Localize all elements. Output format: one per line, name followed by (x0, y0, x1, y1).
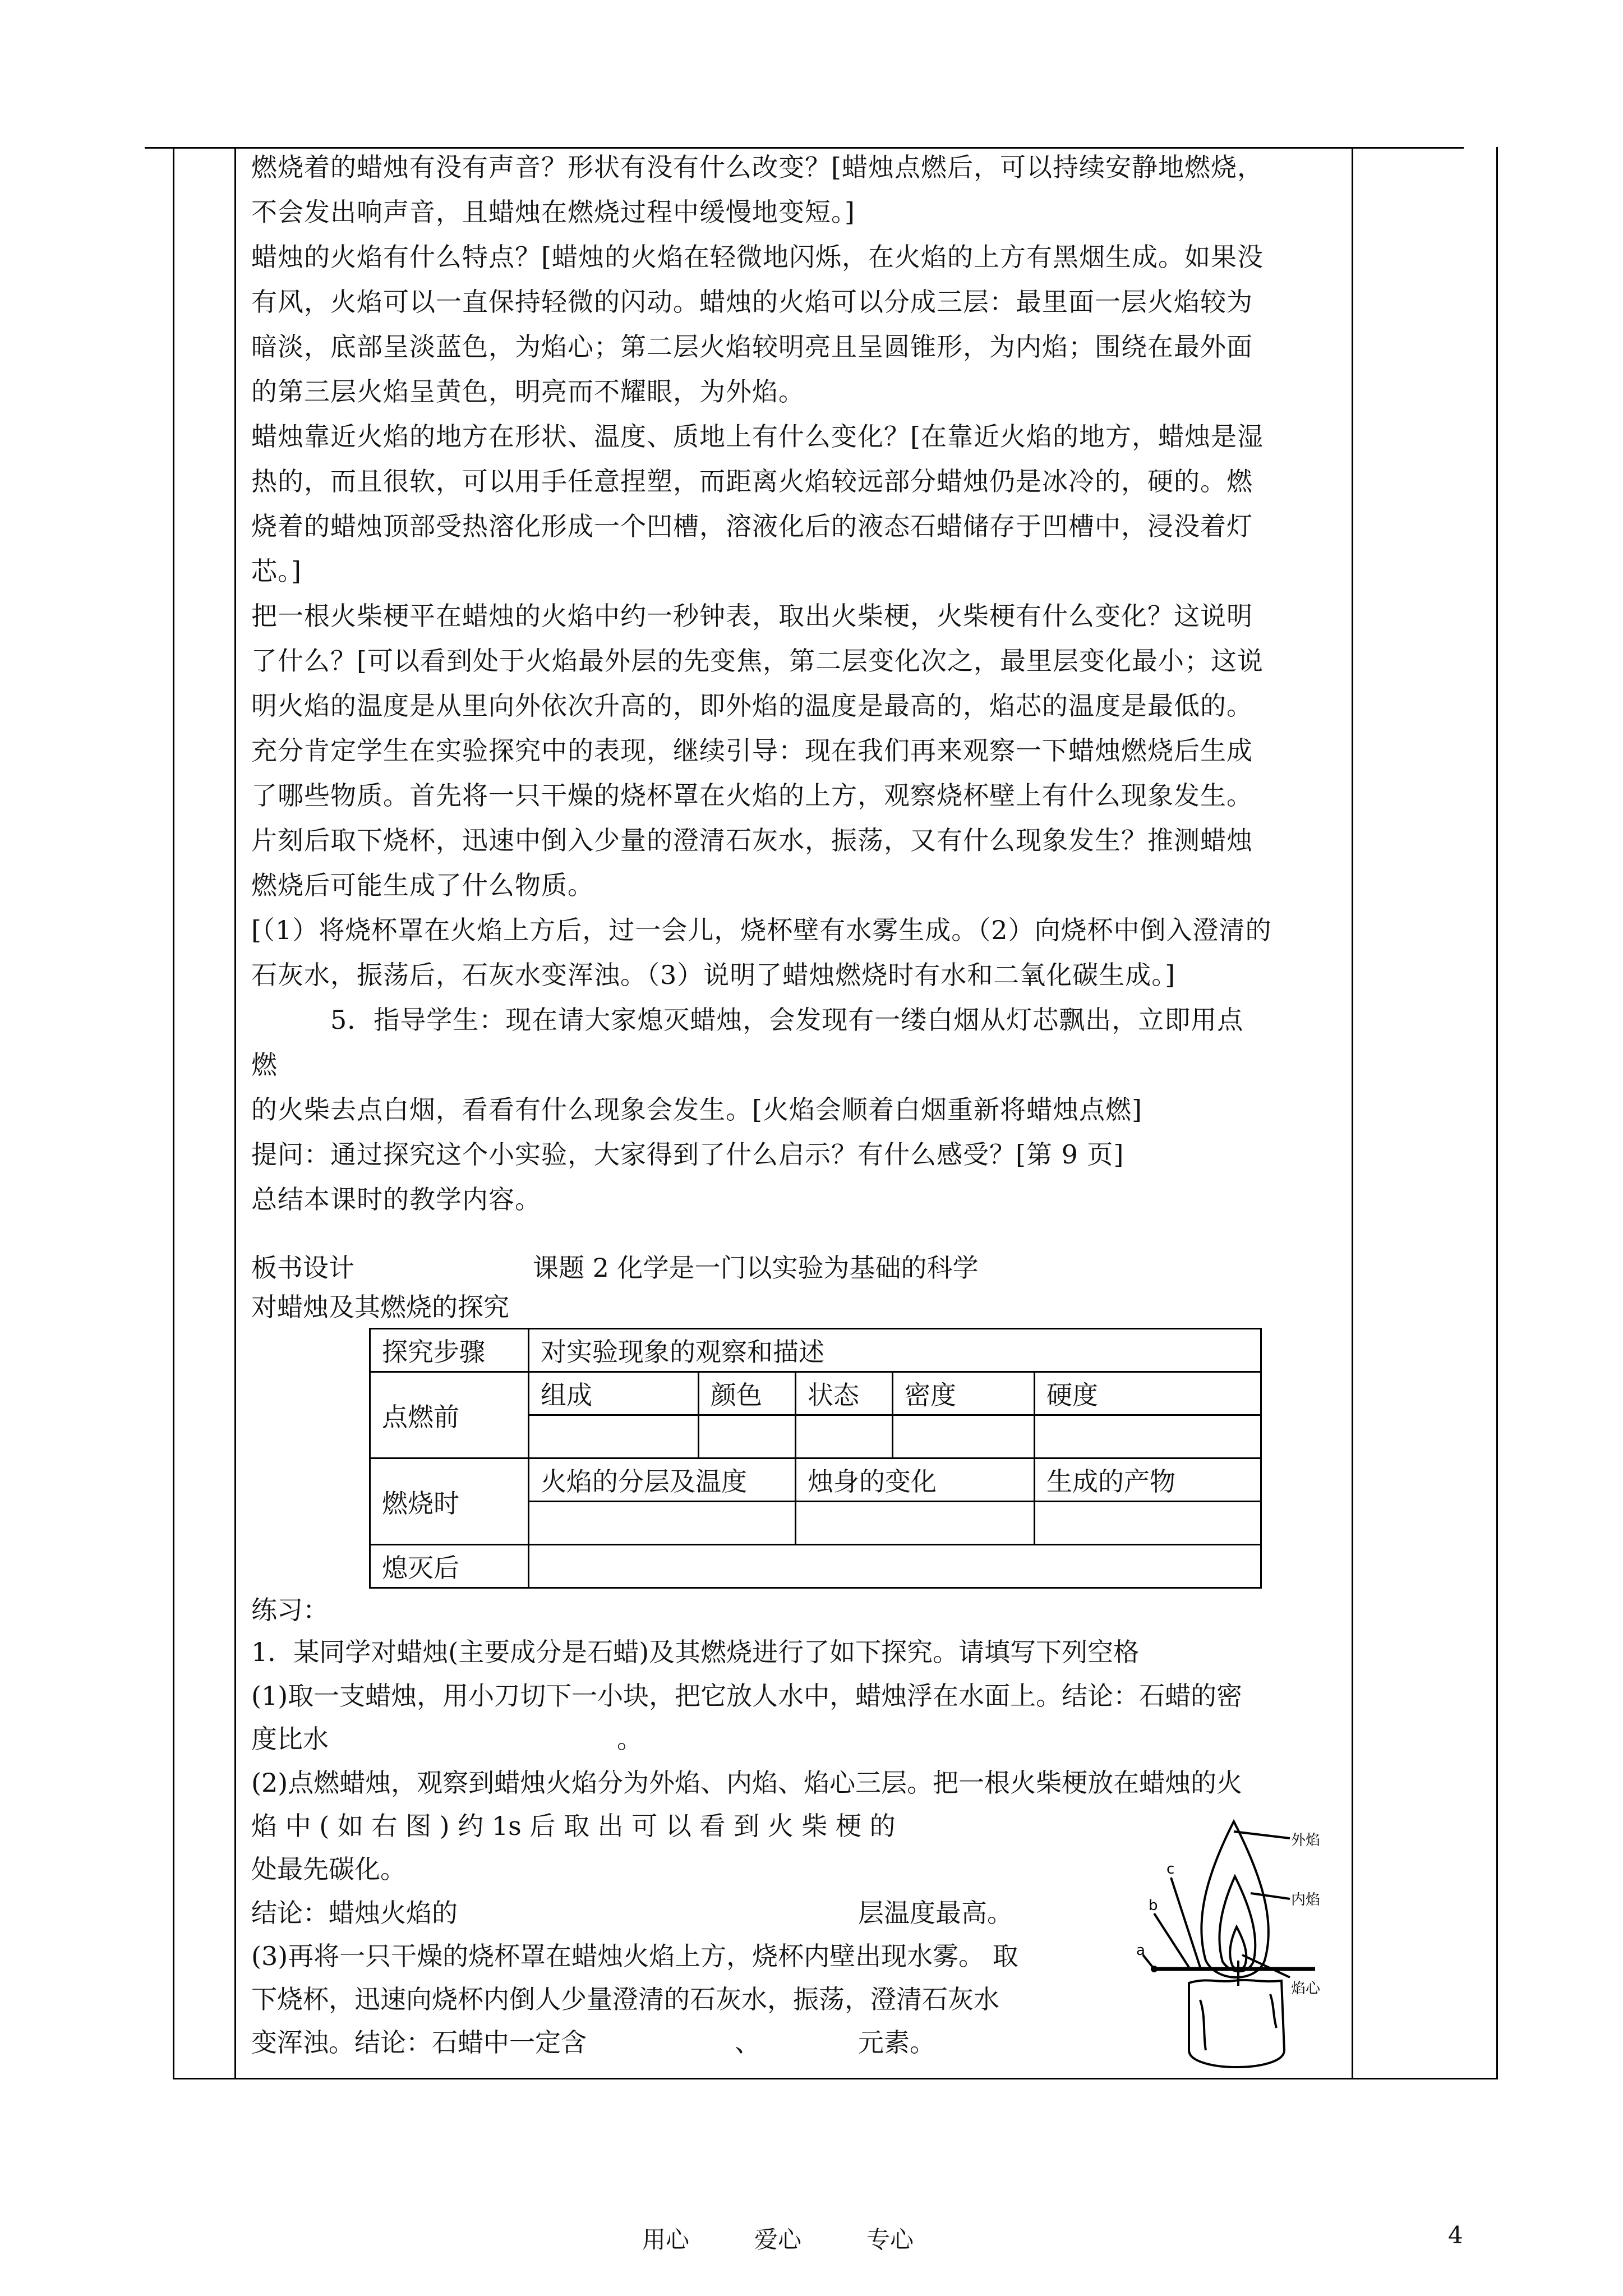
during-col-flame: 火焰的分层及温度 (529, 1458, 796, 1502)
exercise-p3c-a: 变浑浊。结论：石蜡中一定含 (251, 2027, 587, 2058)
exercise-p3a: (3)再将一只干燥的烧杯罩在蜡烛火焰上方，烧杯内壁出现水雾。 取 (251, 1941, 1018, 1971)
before-cell (699, 1415, 796, 1458)
exercise-p2d-b: 层温度最高。 (858, 1898, 1013, 1928)
during-label: 燃烧时 (370, 1458, 529, 1545)
board-title: 课题 2 化学是一门以实验为基础的科学 (533, 1253, 979, 1283)
frame-left-inner (234, 147, 236, 2079)
body-line: 把一根火柴梗平在蜡烛的火焰中约一秒钟表，取出火柴梗，火柴梗有什么变化？这说明 (251, 601, 1253, 631)
exercise-p2b: 焰 中 ( 如 右 图 ) 约 1s 后 取 出 可 以 看 到 火 柴 梗 的 (251, 1811, 896, 1841)
before-cell (529, 1415, 699, 1458)
body-line: 燃 (251, 1050, 278, 1080)
before-col-density: 密度 (893, 1372, 1035, 1415)
before-col-composition: 组成 (529, 1372, 699, 1415)
body-line: 烧着的蜡烛顶部受热溶化形成一个凹槽，溶液化后的液态石蜡储存于凹槽中，浸没着灯 (251, 511, 1253, 541)
during-cell (1035, 1502, 1261, 1545)
observe-header: 对实验现象的观察和描述 (529, 1329, 1261, 1372)
body-line: 燃烧后可能生成了什么物质。 (251, 870, 594, 900)
before-cell (1035, 1415, 1261, 1458)
before-col-hardness: 硬度 (1035, 1372, 1261, 1415)
frame-right-outer (1496, 147, 1498, 2079)
footer-item-1: 用心 (642, 2226, 690, 2253)
board-label: 板书设计 (251, 1253, 354, 1283)
body-line: 充分肯定学生在实验探究中的表现，继续引导：现在我们再来观察一下蜡烛燃烧后生成 (251, 735, 1253, 766)
body-line: 蜡烛靠近火焰的地方在形状、温度、质地上有什么变化？[在靠近火焰的地方，蜡烛是湿 (251, 421, 1264, 452)
body-line: 热的，而且很软，可以用手任意捏塑，而距离火焰较远部分蜡烛仍是冰冷的，硬的。燃 (251, 466, 1253, 496)
before-cell (796, 1415, 893, 1458)
before-cell (893, 1415, 1035, 1458)
exercise-p2a: (2)点燃蜡烛，观察到蜡烛火焰分为外焰、内焰、焰心三层。把一根火柴梗放在蜡烛的火 (251, 1768, 1243, 1798)
exercise-p2d-a: 结论：蜡烛火焰的 (251, 1898, 458, 1928)
footer-item-2: 爱心 (754, 2226, 802, 2253)
label-b: b (1149, 1897, 1158, 1914)
label-c: c (1166, 1861, 1175, 1878)
body-line: 总结本课时的教学内容。 (251, 1184, 541, 1214)
exercise-p1b: 度比水 (251, 1724, 329, 1754)
exercise-p2c: 处最先碳化。 (251, 1854, 406, 1884)
body-line: 了哪些物质。首先将一只干燥的烧杯罩在火焰的上方，观察烧杯壁上有什么现象发生。 (251, 780, 1253, 811)
before-label: 点燃前 (370, 1372, 529, 1458)
exercise-p3b: 下烧杯，迅速向烧杯内倒人少量澄清的石灰水，振荡，澄清石灰水 (251, 1984, 999, 2014)
after-cell (529, 1545, 1261, 1588)
body-line: 暗淡，底部呈淡蓝色，为焰心；第二层火焰较明亮且呈圆锥形，为内焰；围绕在最外面 (251, 332, 1253, 362)
body-line: [（1）将烧杯罩在火焰上方后，过一会儿，烧杯壁有水雾生成。（2）向烧杯中倒入澄清的 (251, 915, 1272, 945)
body-line: 了什么？[可以看到处于火焰最外层的先变焦，第二层变化次之，最里层变化最小；这说 (251, 646, 1264, 676)
page-number: 4 (1448, 2221, 1463, 2249)
label-flame-core: 焰心 (1291, 1980, 1321, 1997)
body-line: 的火柴去点白烟，看看有什么现象会发生。[火焰会顺着白烟重新将蜡烛点燃] (251, 1094, 1142, 1125)
label-inner-flame: 内焰 (1291, 1892, 1321, 1908)
frame-left-outer (173, 147, 174, 2079)
footer-item-3: 专心 (866, 2226, 914, 2253)
candle-flame-figure (1122, 1815, 1357, 2078)
body-line: 5．指导学生：现在请大家熄灭蜡烛，会发现有一缕白烟从灯芯飘出，立即用点 (251, 1005, 1244, 1035)
exercise-q1: 1．某同学对蜡烛(主要成分是石蜡)及其燃烧进行了如下探究。请填写下列空格 (251, 1637, 1140, 1667)
body-line: 蜡烛的火焰有什么特点？[蜡烛的火焰在轻微地闪烁，在火焰的上方有黑烟生成。如果没 (251, 242, 1264, 272)
during-col-products: 生成的产物 (1035, 1458, 1261, 1502)
label-outer-flame: 外焰 (1291, 1832, 1321, 1849)
lesson-body (251, 145, 1350, 1222)
step-header: 探究步骤 (370, 1329, 529, 1372)
body-line: 明火焰的温度是从里向外依次升高的，即外焰的温度是最高的，焰芯的温度是最低的。 (251, 691, 1253, 721)
frame-right-inner (1352, 147, 1353, 2079)
before-col-color: 颜色 (699, 1372, 796, 1415)
before-col-state: 状态 (796, 1372, 893, 1415)
exercise-label: 练习： (251, 1595, 329, 1625)
exercise-p3c-b: 、 (735, 2027, 760, 2058)
during-cell (529, 1502, 796, 1545)
during-col-body: 烛身的变化 (796, 1458, 1035, 1502)
exercise-p3c-c: 元素。 (858, 2027, 935, 2058)
body-line: 燃烧着的蜡烛有没有声音？形状有没有什么改变？[蜡烛点燃后，可以持续安静地燃烧， (251, 152, 1264, 182)
board-subtitle: 对蜡烛及其燃烧的探究 (251, 1292, 509, 1322)
body-line: 不会发出响声音，且蜡烛在燃烧过程中缓慢地变短。] (251, 197, 855, 227)
exercise-p1b-end: 。 (617, 1724, 643, 1754)
during-cell (796, 1502, 1035, 1545)
match-tip (1151, 1966, 1158, 1972)
body-line: 石灰水，振荡后，石灰水变浑浊。（3）说明了蜡烛燃烧时有水和二氧化碳生成。] (251, 960, 1176, 990)
after-label: 熄灭后 (370, 1545, 529, 1588)
exercise-p1a: (1)取一支蜡烛，用小刀切下一小块，把它放人水中，蜡烛浮在水面上。结论：石蜡的密 (251, 1681, 1243, 1711)
body-line: 的第三层火焰呈黄色，明亮而不耀眼，为外焰。 (251, 376, 805, 407)
body-line: 片刻后取下烧杯，迅速中倒入少量的澄清石灰水，振荡，又有什么现象发生？推测蜡烛 (251, 825, 1253, 855)
board-table (369, 1328, 1262, 1589)
body-line: 有风，火焰可以一直保持轻微的闪动。蜡烛的火焰可以分成三层：最里面一层火焰较为 (251, 287, 1253, 317)
body-line: 提问：通过探究这个小实验，大家得到了什么启示？有什么感受？[第 9 页] (251, 1139, 1124, 1170)
label-a: a (1136, 1942, 1145, 1959)
body-line: 芯。] (251, 556, 302, 586)
